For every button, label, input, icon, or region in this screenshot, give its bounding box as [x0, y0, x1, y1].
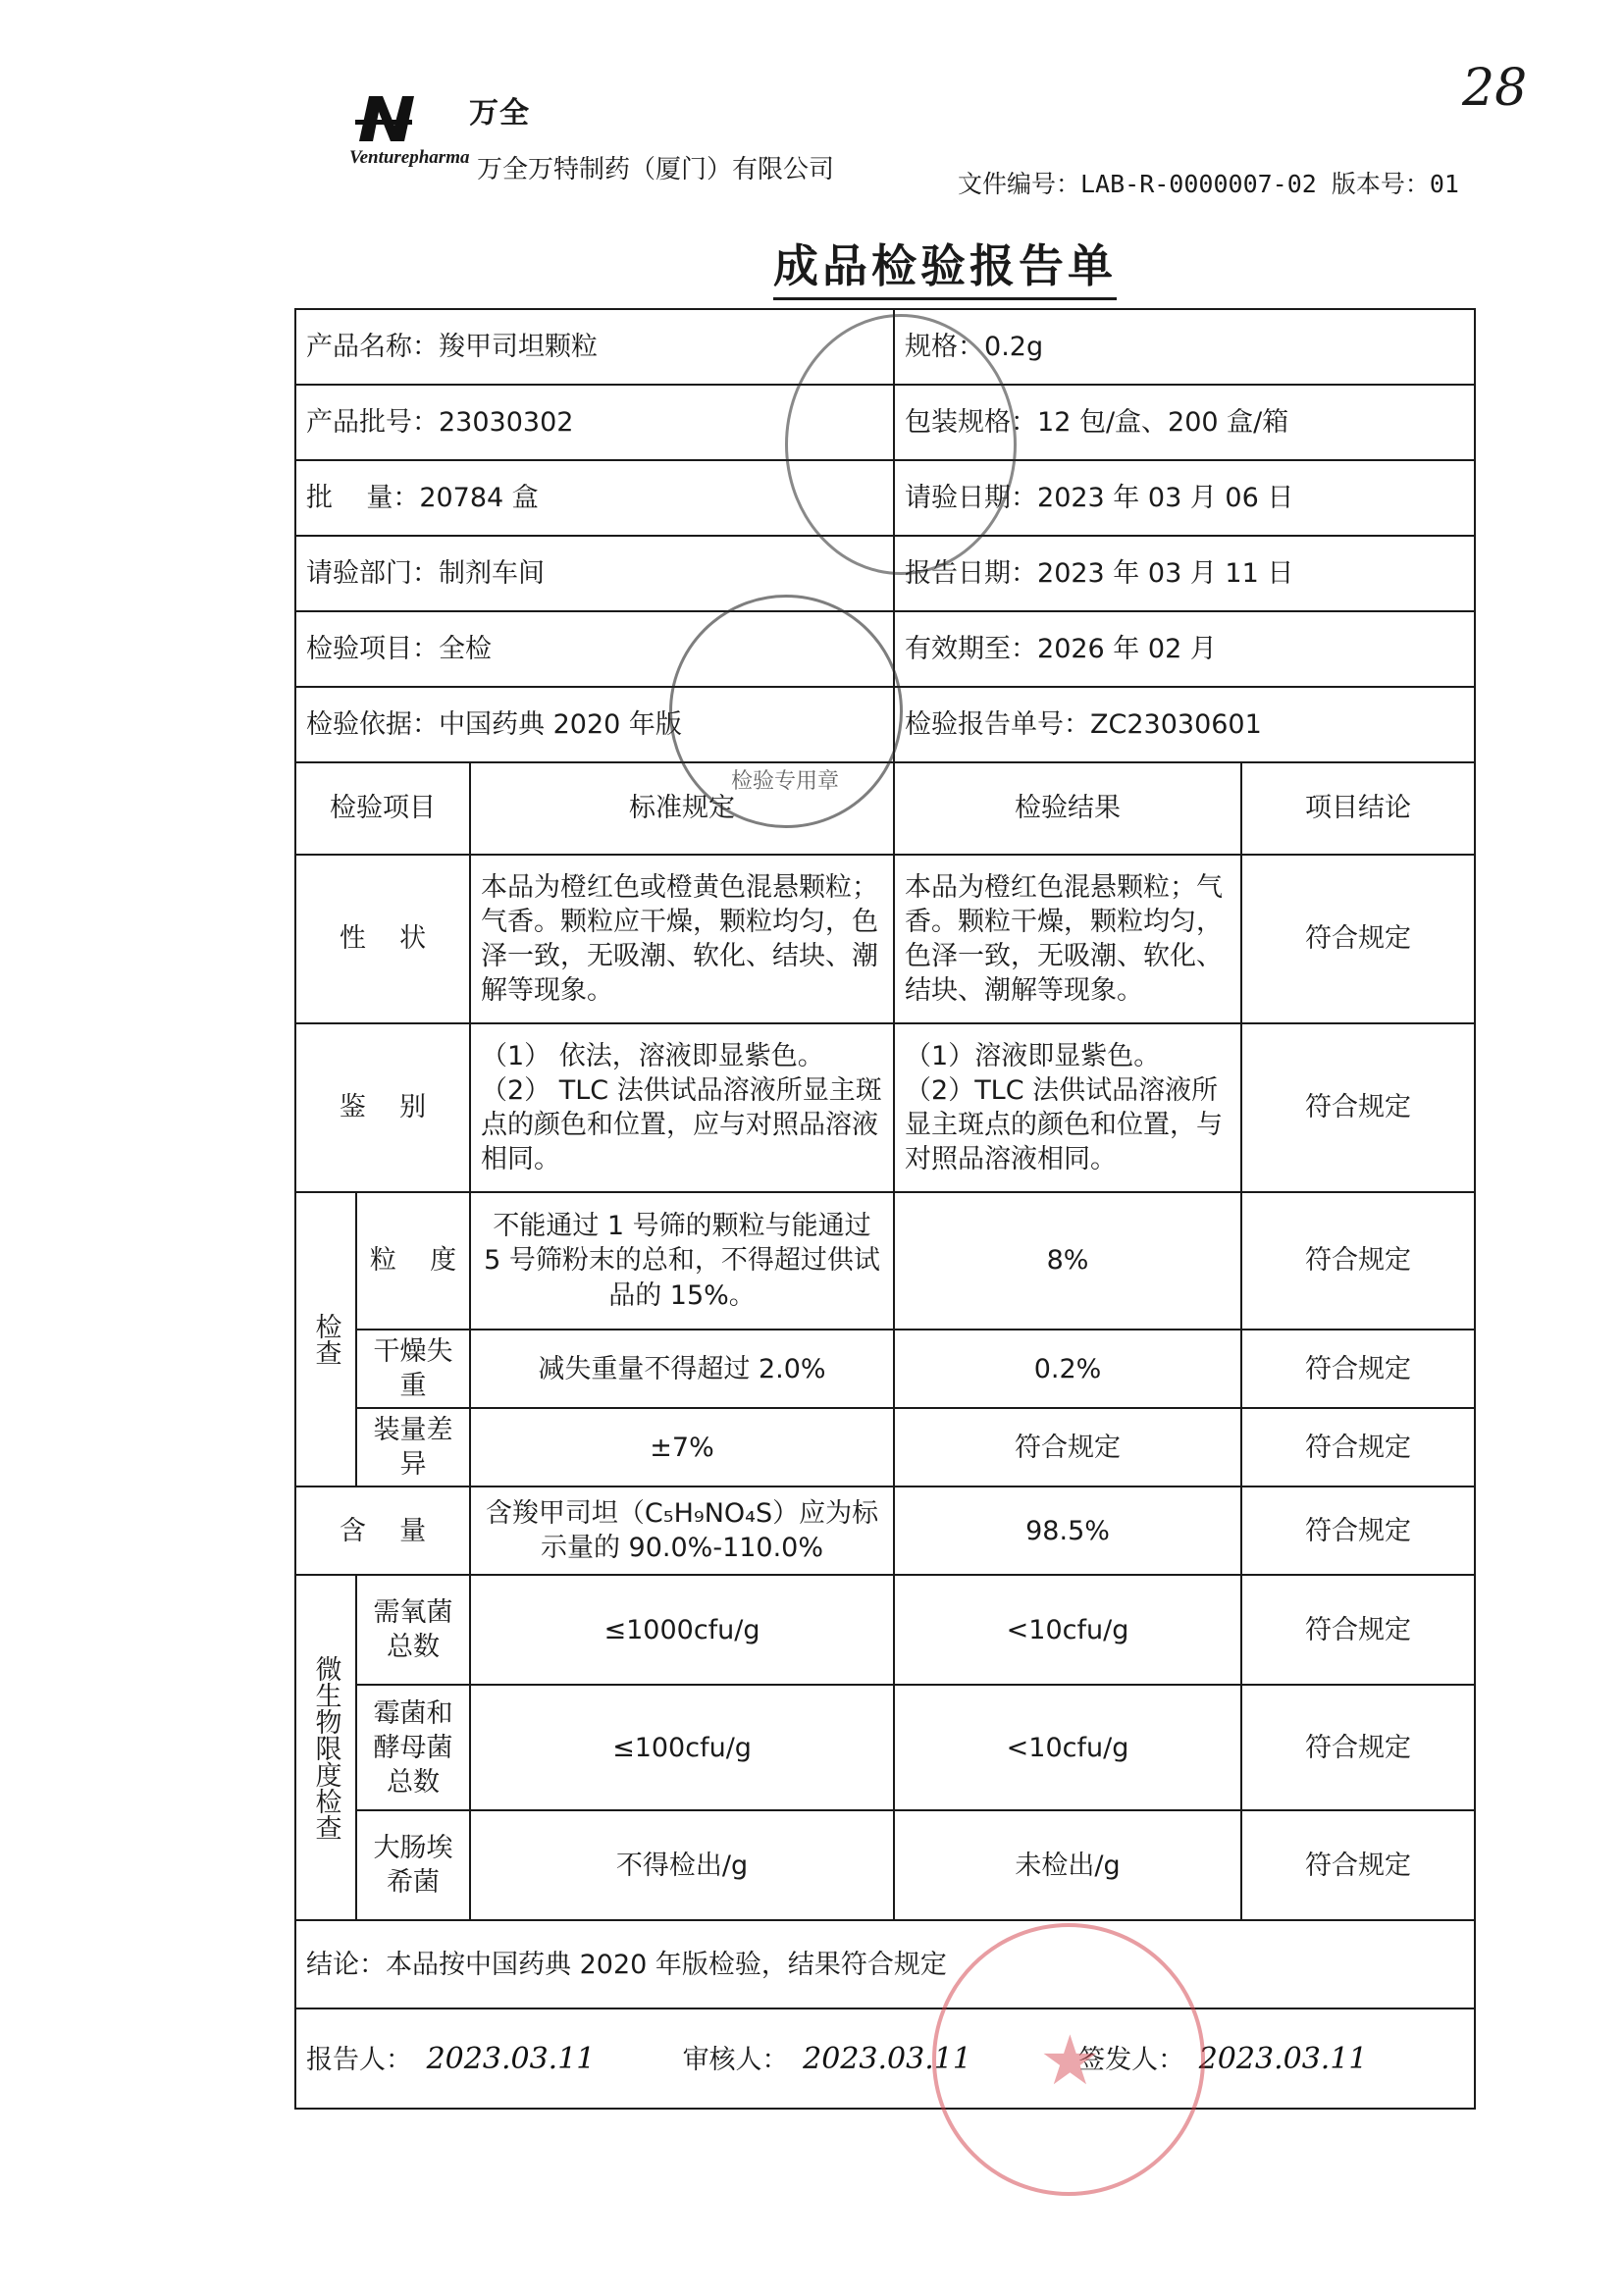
- standard-granularity: 不能通过 1 号筛的颗粒与能通过 5 号筛粉末的总和，不得超过供试品的 15%。: [470, 1192, 894, 1330]
- test-items: 检验项目：全检: [295, 611, 894, 687]
- table-row-aerobic: [295, 1575, 1475, 1685]
- table-row-granularity: [295, 1192, 1475, 1330]
- column-header-conclusion: 项目结论: [1241, 762, 1475, 855]
- conclusion-row: [295, 1920, 1475, 2008]
- result-identification-2: （2）TLC 法供试品溶液所显主斑点的颜色和位置，与对照品溶液相同。: [905, 1074, 1224, 1175]
- company-seal-text: 检验专用章: [731, 769, 840, 794]
- result-aerobic: <10cfu/g: [894, 1575, 1241, 1685]
- reviewer-label: 审核人：: [682, 2044, 789, 2075]
- item-mold: 霉菌和酵母菌总数: [356, 1685, 470, 1810]
- info-row: [295, 536, 1475, 611]
- info-row: [295, 385, 1475, 460]
- column-header-row: [295, 762, 1475, 855]
- conclusion-fill-variation: 符合规定: [1241, 1408, 1475, 1487]
- document-number: 文件编号：LAB-R-0000007-02 版本号：01: [958, 170, 1459, 198]
- issuer-label: 签发人：: [1078, 2044, 1185, 2075]
- product-name: 产品名称：羧甲司坦颗粒: [295, 309, 894, 385]
- spec: 规格：0.2g: [894, 309, 1475, 385]
- package-spec: 包装规格：12 包/盒、200 盒/箱: [894, 385, 1475, 460]
- column-header-item: 检验项目: [295, 762, 470, 855]
- overall-conclusion: 结论：本品按中国药典 2020 年版检验，结果符合规定: [295, 1920, 1475, 2008]
- table-row-mold: [295, 1685, 1475, 1810]
- info-row: [295, 309, 1475, 385]
- batch-quantity: 批 量：20784 盒: [295, 460, 894, 536]
- standard-assay: 含羧甲司坦（C₅H₉NO₄S）应为标示量的 90.0%-110.0%: [470, 1487, 894, 1575]
- standard-drying-loss: 减失重量不得超过 2.0%: [470, 1330, 894, 1408]
- item-fill-variation: 装量差异: [356, 1408, 470, 1487]
- company-name: 万全万特制药（厦门）有限公司: [477, 155, 835, 184]
- item-assay: 含 量: [295, 1487, 470, 1575]
- request-department: 请验部门：制剂车间: [295, 536, 894, 611]
- issuer-signature-date: 2023.03.11: [1198, 2041, 1368, 2076]
- batch-number: 产品批号：23030302: [295, 385, 894, 460]
- result-identification: [894, 1023, 1241, 1192]
- item-granularity: 粒 度: [356, 1192, 470, 1330]
- reporter-label: 报告人：: [306, 2044, 412, 2075]
- column-header-result: 检验结果: [894, 762, 1241, 855]
- micro-group-label: 微生物限度检查: [295, 1575, 356, 1920]
- table-row-identification: [295, 1023, 1475, 1192]
- reviewer-signature-date: 2023.03.11: [803, 2041, 971, 2076]
- table-row-drying-loss: [295, 1330, 1475, 1408]
- inspection-group-label: 检查: [295, 1192, 356, 1487]
- conclusion-assay: 符合规定: [1241, 1487, 1475, 1575]
- table-row-ecoli: [295, 1810, 1475, 1920]
- conclusion-drying-loss: 符合规定: [1241, 1330, 1475, 1408]
- standard-ecoli: 不得检出/g: [470, 1810, 894, 1920]
- company-logo-icon: [355, 90, 463, 145]
- result-assay: 98.5%: [894, 1487, 1241, 1575]
- result-identification-1: （1）溶液即显紫色。: [905, 1040, 1161, 1071]
- table-row-appearance: [295, 855, 1475, 1023]
- conclusion-granularity: 符合规定: [1241, 1192, 1475, 1330]
- item-ecoli: 大肠埃希菌: [356, 1810, 470, 1920]
- column-header-standard: 标准规定: [470, 762, 894, 855]
- report-date: 报告日期：2023 年 03 月 11 日: [894, 536, 1475, 611]
- standard-fill-variation: ±7%: [470, 1408, 894, 1487]
- logo-english-name: Venturepharma: [349, 147, 470, 168]
- seal-star-icon: ★: [1039, 2020, 1101, 2101]
- result-mold: <10cfu/g: [894, 1685, 1241, 1810]
- report-title: 成品检验报告单: [773, 231, 1117, 300]
- result-appearance: 本品为橙红色混悬颗粒；气香。颗粒干燥，颗粒均匀，色泽一致，无吸潮、软化、结块、潮解等现象。: [894, 855, 1241, 1023]
- info-row: [295, 460, 1475, 536]
- item-identification: 鉴 别: [295, 1023, 470, 1192]
- conclusion-ecoli: 符合规定: [1241, 1810, 1475, 1920]
- logo-text: 万全: [469, 96, 530, 130]
- signature-row: [295, 2008, 1475, 2109]
- result-drying-loss: 0.2%: [894, 1330, 1241, 1408]
- inspection-report-table: [294, 308, 1476, 2110]
- table-row-assay: [295, 1487, 1475, 1575]
- table-row-fill-variation: [295, 1408, 1475, 1487]
- conclusion-mold: 符合规定: [1241, 1685, 1475, 1810]
- standard-identification: [470, 1023, 894, 1192]
- standard-mold: ≤100cfu/g: [470, 1685, 894, 1810]
- expiry-date: 有效期至：2026 年 02 月: [894, 611, 1475, 687]
- result-granularity: 8%: [894, 1192, 1241, 1330]
- item-appearance: 性 状: [295, 855, 470, 1023]
- page-number: 28: [1462, 59, 1528, 118]
- result-ecoli: 未检出/g: [894, 1810, 1241, 1920]
- signature-cell: [295, 2008, 1475, 2109]
- conclusion-aerobic: 符合规定: [1241, 1575, 1475, 1685]
- standard-appearance: 本品为橙红色或橙黄色混悬颗粒；气香。颗粒应干燥，颗粒均匀，色泽一致，无吸潮、软化、结块、潮解等现象。: [470, 855, 894, 1023]
- conclusion-appearance: 符合规定: [1241, 855, 1475, 1023]
- item-aerobic: 需氧菌总数: [356, 1575, 470, 1685]
- result-fill-variation: 符合规定: [894, 1408, 1241, 1487]
- standard-identification-2: （2） TLC 法供试品溶液所显主斑点的颜色和位置，应与对照品溶液相同。: [481, 1074, 882, 1175]
- standard-identification-1: （1） 依法，溶液即显紫色。: [481, 1040, 824, 1071]
- reporter-signature-date: 2023.03.11: [426, 2041, 596, 2076]
- report-number: 检验报告单号：ZC23030601: [894, 687, 1475, 762]
- conclusion-identification: 符合规定: [1241, 1023, 1475, 1192]
- standard-aerobic: ≤1000cfu/g: [470, 1575, 894, 1685]
- request-date: 请验日期：2023 年 03 月 06 日: [894, 460, 1475, 536]
- item-drying-loss: 干燥失重: [356, 1330, 470, 1408]
- info-row: [295, 687, 1475, 762]
- info-row: [295, 611, 1475, 687]
- test-basis: 检验依据：中国药典 2020 年版: [295, 687, 894, 762]
